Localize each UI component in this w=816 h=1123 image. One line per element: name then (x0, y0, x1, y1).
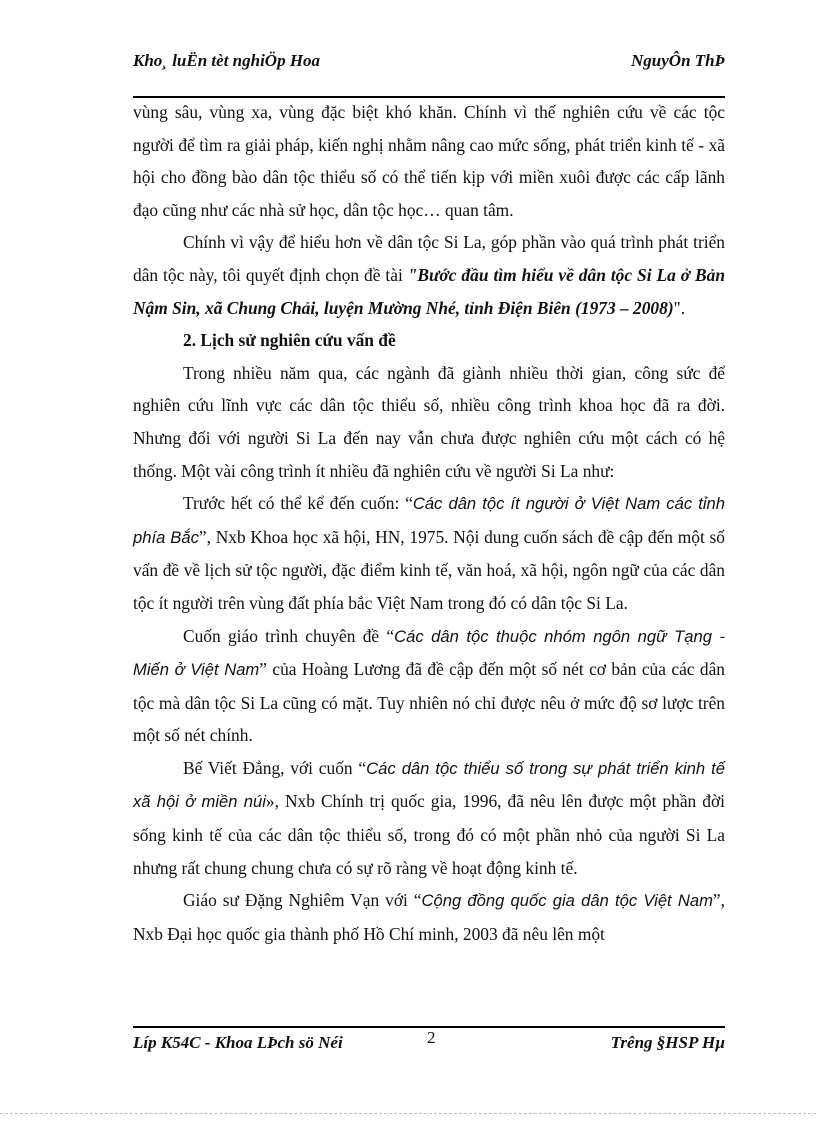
page-header (133, 50, 725, 98)
text-run: ”, Nxb Khoa học xã hội, HN, 1975. Nội dung cuốn sách đề cập đến một số vấn đề về lịch sử tộc người, đặc điểm kinh tế, văn hoá, xã hội, ngôn ngữ của các dân tộc ít người trên vùng đất phía bắc Việt Nam trong đó có dân tộc Si La. (133, 526, 725, 613)
book-title: Cộng đồng quốc gia dân tộc Việt Nam (421, 891, 713, 911)
page-number: 2 (427, 1028, 436, 1047)
book-title: Các dân tộc thiểu số trong sự phát triển kinh tế xã hội ở miền núi (133, 758, 725, 812)
text-run: ". (673, 297, 686, 318)
section-heading: 2. Lịch sử nghiên cứu vấn đề (183, 330, 396, 351)
text-run: Chính vì vậy để hiểu hơn về dân tộc Si La, góp phần vào quá trình phát triển dân tộc này, tôi quyết định chọn đề tài (133, 232, 725, 285)
text-run: ”, Nxb Đại học quốc gia thành phố Hồ Chí minh, 2003 đã nêu lên một (133, 890, 725, 944)
paragraph: vùng sâu, vùng xa, vùng đặc biệt khó khăn. Chính vì thế nghiên cứu về các tộc người để tìm ra giải pháp, kiến nghị nhằm nâng cao mức sống, phát triển kinh tế - xã hội cho đồng bào dân tộc thiểu số có thể tiến kịp với miền xuôi được các cấp lãnh đạo cũng như các nhà sử học, dân tộc học… quan tâm. (133, 102, 725, 220)
paragraph (133, 487, 725, 619)
document-body (133, 96, 725, 950)
paragraph (133, 620, 725, 752)
book-title: Các dân tộc ít người ở Việt Nam các tỉnh phía Bắc (133, 494, 725, 547)
text-run: Giáo sư Đặng Nghiêm Vạn với “ (183, 890, 422, 911)
page-edge-divider (0, 1113, 816, 1114)
header-author: NguyÔn ThÞ (631, 51, 725, 70)
footer-school: Trêng §HSP Hµ (610, 1033, 725, 1052)
text-run: ” của Hoàng Lương đã đề cập đến một số nét cơ bản của các dân tộc mà dân tộc Si La cũng có mặt. Tuy nhiên nó chỉ được nêu ở mức độ sơ lược trên một số nét chính. (133, 659, 725, 746)
text-run: Trước hết có thể kể đến cuốn: “ (183, 493, 413, 514)
header-thesis-title: Kho¸ luËn tèt nghiÖp Hoa (133, 51, 321, 70)
paragraph (133, 752, 725, 884)
paragraph: Trong nhiều năm qua, các ngành đã giành nhiều thời gian, công sức để nghiên cứu lĩnh vực các dân tộc thiểu số, nhiều công trình khoa học đã ra đời. Nhưng đối với người Si La đến nay vẫn chưa được nghiên cứu một cách có hệ thống. Một vài công trình ít nhiều đã nghiên cứu về người Si La như: (133, 362, 725, 481)
footer-class: Líp K54C - Khoa LÞch sö Néi (133, 1033, 343, 1052)
paragraph (133, 226, 725, 324)
book-title: Các dân tộc thuộc nhóm ngôn ngữ Tạng - Miến ở Việt Nam (133, 626, 725, 680)
text-run: Bế Viết Đẳng, với cuốn “ (183, 757, 367, 778)
text-run: Cuốn giáo trình chuyên đề “ (183, 625, 395, 646)
topic-title: "Bước đầu tìm hiểu về dân tộc Si La ở Bản Nậm Sin, xã Chung Chải, luyện Mường Nhé, tỉnh Điện Biên (1973 – 2008) (133, 264, 725, 318)
text-run: », Nxb Chính trị quốc gia, 1996, đã nêu lên được một phần đời sống kinh tế của các dân tộc thiểu số, trong đó có một phần nhỏ của người Si La nhưng rất chung chung chưa có sự rõ ràng về hoạt động kinh tế. (133, 791, 725, 878)
paragraph (133, 884, 725, 950)
page-footer (133, 1026, 725, 1078)
